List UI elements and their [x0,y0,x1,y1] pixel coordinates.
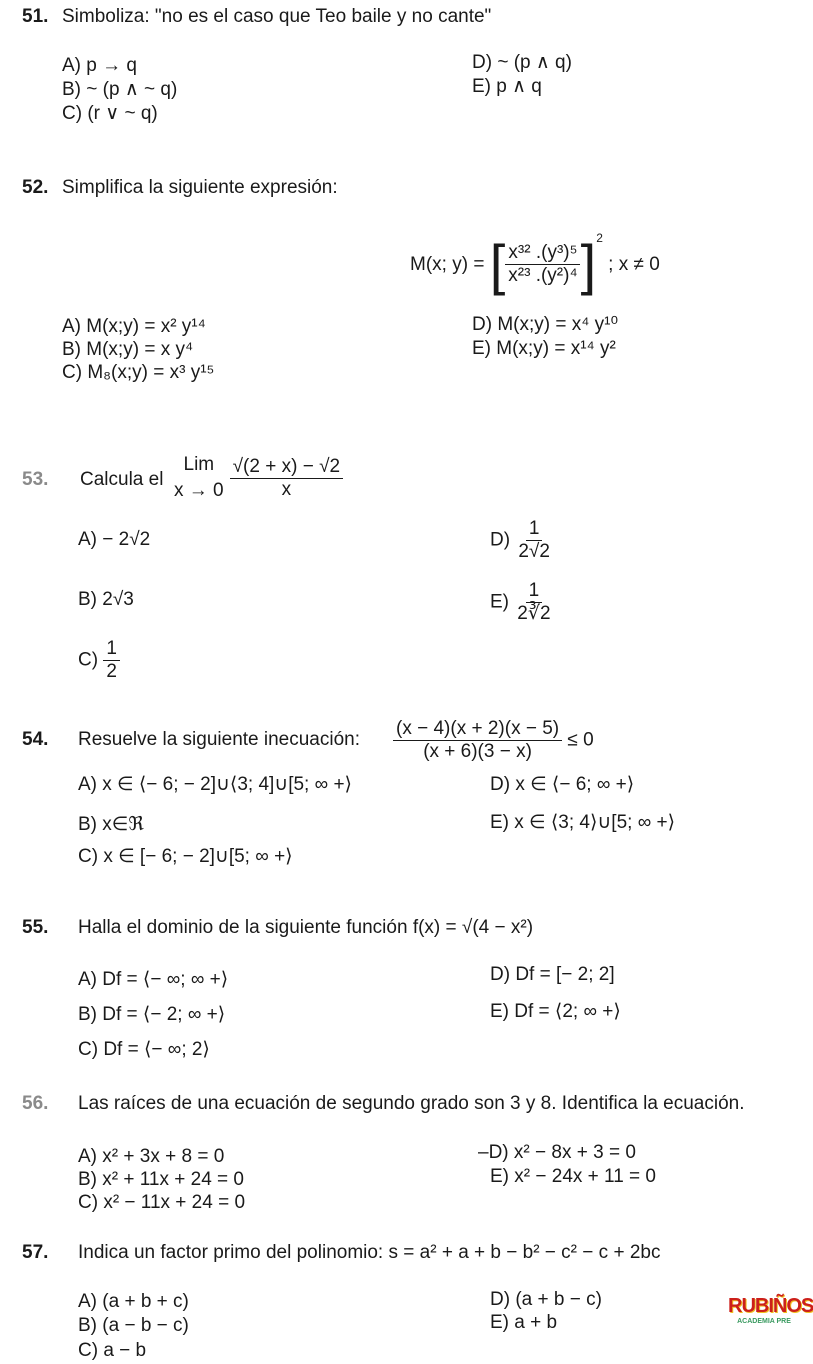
numerator: x³² .(y³)⁵ [505,242,580,265]
option-a: A) M(x;y) = x² y¹⁴ [62,316,206,337]
option-e: E) Df = ⟨2; ∞ +⟩ [490,1001,621,1022]
condition: ; x ≠ 0 [608,254,660,275]
option-b: B) x² + 11x + 24 = 0 [78,1169,244,1190]
numerator: √(2 + x) − √2 [230,456,343,479]
denominator: x [281,478,292,500]
bracket-open: [ [489,232,506,296]
denominator: 2∛2 [517,603,551,624]
option-c: C) M₈(x;y) = x³ y¹⁵ [62,362,215,383]
question-number: 52. [22,177,49,198]
option-a: A) (a + b + c) [78,1291,189,1312]
option-a: A) x² + 3x + 8 = 0 [78,1146,225,1167]
rhs: ≤ 0 [567,729,594,751]
option-d: –D) x² − 8x + 3 = 0 [478,1142,636,1163]
limit-formula [174,452,343,504]
logo-name: RUBIÑOS [728,1295,813,1317]
denominator: x²³ .(y²)⁴ [508,265,578,287]
question-number: 51. [22,6,49,27]
lim-label: Lim [183,454,215,475]
option-a: A) x ∈ ⟨− 6; − 2]∪⟨3; 4]∪[5; ∞ +⟩ [78,774,352,795]
question-text: Las raíces de una ecuación de segundo grado son 3 y 8. Identifica la ecuación. [78,1093,745,1114]
option-c: C) (r ∨ ~ q) [62,103,158,124]
formula [410,208,660,295]
question-number: 53. [22,469,49,490]
option-a: A) − 2√2 [78,529,151,550]
option-label: C) [78,649,99,671]
denominator: (x + 6)(3 − x) [423,741,532,762]
option-c: C) a − b [78,1340,147,1361]
numerator: 1 [526,580,543,603]
lim-sub: x → 0 [174,480,224,501]
question-text: Simplifica la siguiente expresión: [62,177,338,198]
question-text: Indica un factor primo del polinomio: s = a² + a + b − b² − c² − c + 2bc [78,1242,661,1263]
inequality-formula [393,718,594,763]
question-number: 54. [22,729,49,750]
question-text: Resuelve la siguiente inecuación: [78,729,361,750]
denominator: 2 [106,661,117,682]
option-c: C) x² − 11x + 24 = 0 [78,1192,246,1213]
option-e: E) a + b [490,1312,558,1333]
option-label: E) [490,591,509,613]
option-d [490,518,553,563]
option-e [490,580,554,625]
question-text: Halla el dominio de la siguiente función f(x) = √(4 − x²) [78,917,534,938]
option-e: E) x² − 24x + 11 = 0 [490,1166,656,1187]
bracket-close: ] [580,232,597,296]
power: 2 [596,231,603,245]
numerator: 1 [103,638,120,661]
option-d: D) (a + b − c) [490,1289,602,1310]
option-label: D) [490,529,511,551]
option-e: E) x ∈ ⟨3; 4⟩∪[5; ∞ +⟩ [490,812,676,833]
logo-tagline: ACADEMIA PRE [737,1318,791,1325]
option-d: D) ~ (p ∧ q) [472,52,572,73]
option-b: B) (a − b − c) [78,1315,189,1336]
option-e: E) M(x;y) = x¹⁴ y² [472,338,616,359]
question-number: 56. [22,1093,49,1114]
rubinos-logo [728,1295,813,1325]
option-c [78,638,120,683]
option-a: A) p → q [62,55,137,76]
numerator: 1 [526,518,543,541]
option-d: D) M(x;y) = x⁴ y¹⁰ [472,314,619,335]
question-text: Calcula el [80,469,164,490]
option-c: C) Df = ⟨− ∞; 2⟩ [78,1039,210,1060]
numerator: (x − 4)(x + 2)(x − 5) [393,718,562,741]
option-c: C) x ∈ [− 6; − 2]∪[5; ∞ +⟩ [78,846,293,867]
option-d: D) x ∈ ⟨− 6; ∞ +⟩ [490,774,635,795]
denominator: 2√2 [518,541,550,562]
option-b: B) ~ (p ∧ ~ q) [62,79,178,100]
question-number: 57. [22,1242,49,1263]
option-b: B) Df = ⟨− 2; ∞ +⟩ [78,1004,226,1025]
option-b: B) 2√3 [78,589,134,610]
option-b: B) x∈ℜ [78,814,144,835]
option-d: D) Df = [− 2; 2] [490,964,615,985]
formula-lhs: M(x; y) = [410,254,485,275]
question-text: Simboliza: "no es el caso que Teo baile y no cante" [62,6,492,27]
option-a: A) Df = ⟨− ∞; ∞ +⟩ [78,969,229,990]
option-b: B) M(x;y) = x y⁴ [62,339,194,360]
question-number: 55. [22,917,49,938]
option-e: E) p ∧ q [472,76,542,97]
